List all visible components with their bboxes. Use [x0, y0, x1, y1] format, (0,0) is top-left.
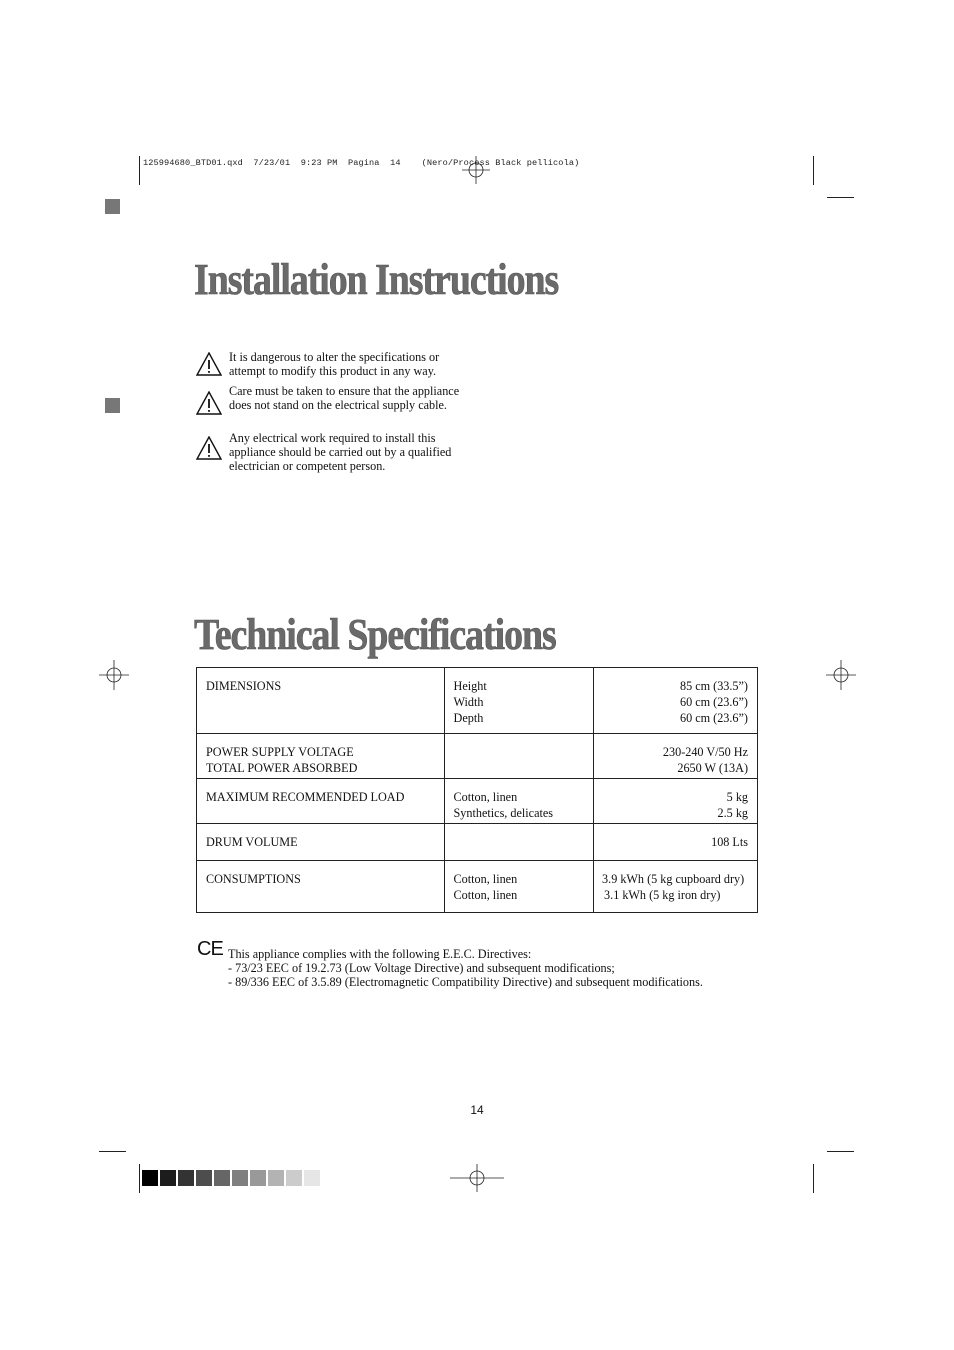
spec-value: 230-240 V/50 Hz [662, 745, 748, 759]
crop-mark-top-right-vertical [813, 156, 814, 185]
compliance-line: - 73/23 EEC of 19.2.73 (Low Voltage Directive) and subsequent modifications; [228, 960, 615, 975]
specifications-table [196, 667, 758, 913]
warning-triangle-icon [196, 352, 222, 376]
color-swatch [178, 1170, 194, 1186]
warning-text: Any electrical work required to install this appliance should be carried out by a qualified electrician or competent person. [229, 431, 452, 473]
page-number: 14 [470, 1103, 484, 1117]
spec-label: MAXIMUM RECOMMENDED LOAD [206, 790, 405, 804]
color-swatch [268, 1170, 284, 1186]
spec-param: Width [453, 695, 484, 709]
compliance-line: - 89/336 EEC of 3.5.89 (Electromagnetic Compatibility Directive) and subsequent modifications. [228, 974, 703, 989]
spec-value: 2650 W (13A) [677, 761, 748, 775]
spec-value: 60 cm (23.6”) [679, 695, 748, 709]
color-swatch [160, 1170, 176, 1186]
spec-param: Cotton, linen [453, 888, 518, 902]
spec-param: Synthetics, delicates [453, 806, 554, 820]
spec-value: 60 cm (23.6”) [679, 711, 748, 725]
spec-value-cell [594, 824, 758, 861]
spec-label-cell [197, 734, 445, 779]
file-slug-line: 125994680_BTD01.qxd 7/23/01 9:23 PM Pagina 14 (Nero/Process Black pellicola) [143, 158, 580, 168]
registration-mark-top-icon [462, 156, 490, 184]
warning-item [196, 385, 466, 429]
table-row-load [197, 779, 758, 824]
crop-mark-top-left-vertical [139, 156, 140, 185]
color-swatch [232, 1170, 248, 1186]
table-row-power [197, 734, 758, 779]
crop-mark-bottom-left-horizontal [99, 1151, 126, 1152]
spec-value: 85 cm (33.5”) [679, 679, 748, 693]
spec-value: 5 kg [726, 790, 748, 804]
crop-mark-bottom-right-vertical [813, 1164, 814, 1193]
warning-triangle-icon [196, 391, 222, 415]
crop-mark-bottom-left-vertical [139, 1164, 140, 1193]
compliance-line: This appliance complies with the following E.E.C. Directives: [228, 947, 532, 961]
compliance-text [228, 948, 703, 989]
color-swatch [250, 1170, 266, 1186]
spec-label-cell [197, 668, 445, 734]
color-swatch [286, 1170, 302, 1186]
spec-value: 2.5 kg [717, 806, 748, 820]
spec-label: DRUM VOLUME [206, 835, 298, 849]
warning-text: It is dangerous to alter the specifications or attempt to modify this product in any way. [229, 350, 440, 378]
warning-text: Care must be taken to ensure that the appliance does not stand on the electrical supply cable. [229, 384, 460, 412]
spec-value-cell [594, 668, 758, 734]
crop-mark-top-right-horizontal [827, 197, 854, 198]
registration-mark-left-icon [99, 660, 129, 690]
spec-label: TOTAL POWER ABSORBED [206, 761, 358, 775]
spec-value: 3.9 kWh (5 kg cupboard dry) [602, 872, 745, 886]
installation-heading: Installation Instructions [194, 255, 559, 304]
margin-marker-square [105, 398, 120, 413]
color-swatch [214, 1170, 230, 1186]
spec-label: POWER SUPPLY VOLTAGE [206, 745, 354, 759]
registration-mark-bottom-icon [450, 1164, 504, 1192]
spec-value: 108 Lts [711, 835, 748, 849]
spec-param: Cotton, linen [453, 872, 518, 886]
spec-param: Depth [453, 711, 484, 725]
spec-label: CONSUMPTIONS [206, 872, 301, 886]
warning-item [196, 432, 466, 476]
spec-param-cell [444, 779, 594, 824]
spec-param-cell [444, 734, 594, 779]
table-row-dimensions [197, 668, 758, 734]
spec-label-cell [197, 779, 445, 824]
color-swatch [142, 1170, 158, 1186]
margin-marker-square [105, 199, 120, 214]
color-swatch [196, 1170, 212, 1186]
spec-value: 3.1 kWh (5 kg iron dry) [604, 888, 721, 902]
spec-param: Cotton, linen [453, 790, 518, 804]
table-row-drum [197, 824, 758, 861]
spec-param: Height [453, 679, 487, 693]
spec-label: DIMENSIONS [206, 679, 282, 693]
spec-value-cell [594, 734, 758, 779]
registration-mark-right-icon [826, 660, 856, 690]
spec-param-cell [444, 668, 594, 734]
spec-label-cell [197, 861, 445, 913]
warning-item [196, 351, 466, 381]
crop-mark-bottom-right-horizontal [827, 1151, 854, 1152]
specifications-heading: Technical Specifications [194, 610, 556, 659]
ce-mark-icon: CE [197, 938, 223, 960]
warning-triangle-icon [196, 436, 222, 460]
spec-value-cell [594, 779, 758, 824]
spec-label-cell [197, 824, 445, 861]
color-swatch [304, 1170, 320, 1186]
table-row-consumptions [197, 861, 758, 913]
spec-param-cell [444, 824, 594, 861]
spec-value-cell [594, 861, 758, 913]
spec-param-cell [444, 861, 594, 913]
